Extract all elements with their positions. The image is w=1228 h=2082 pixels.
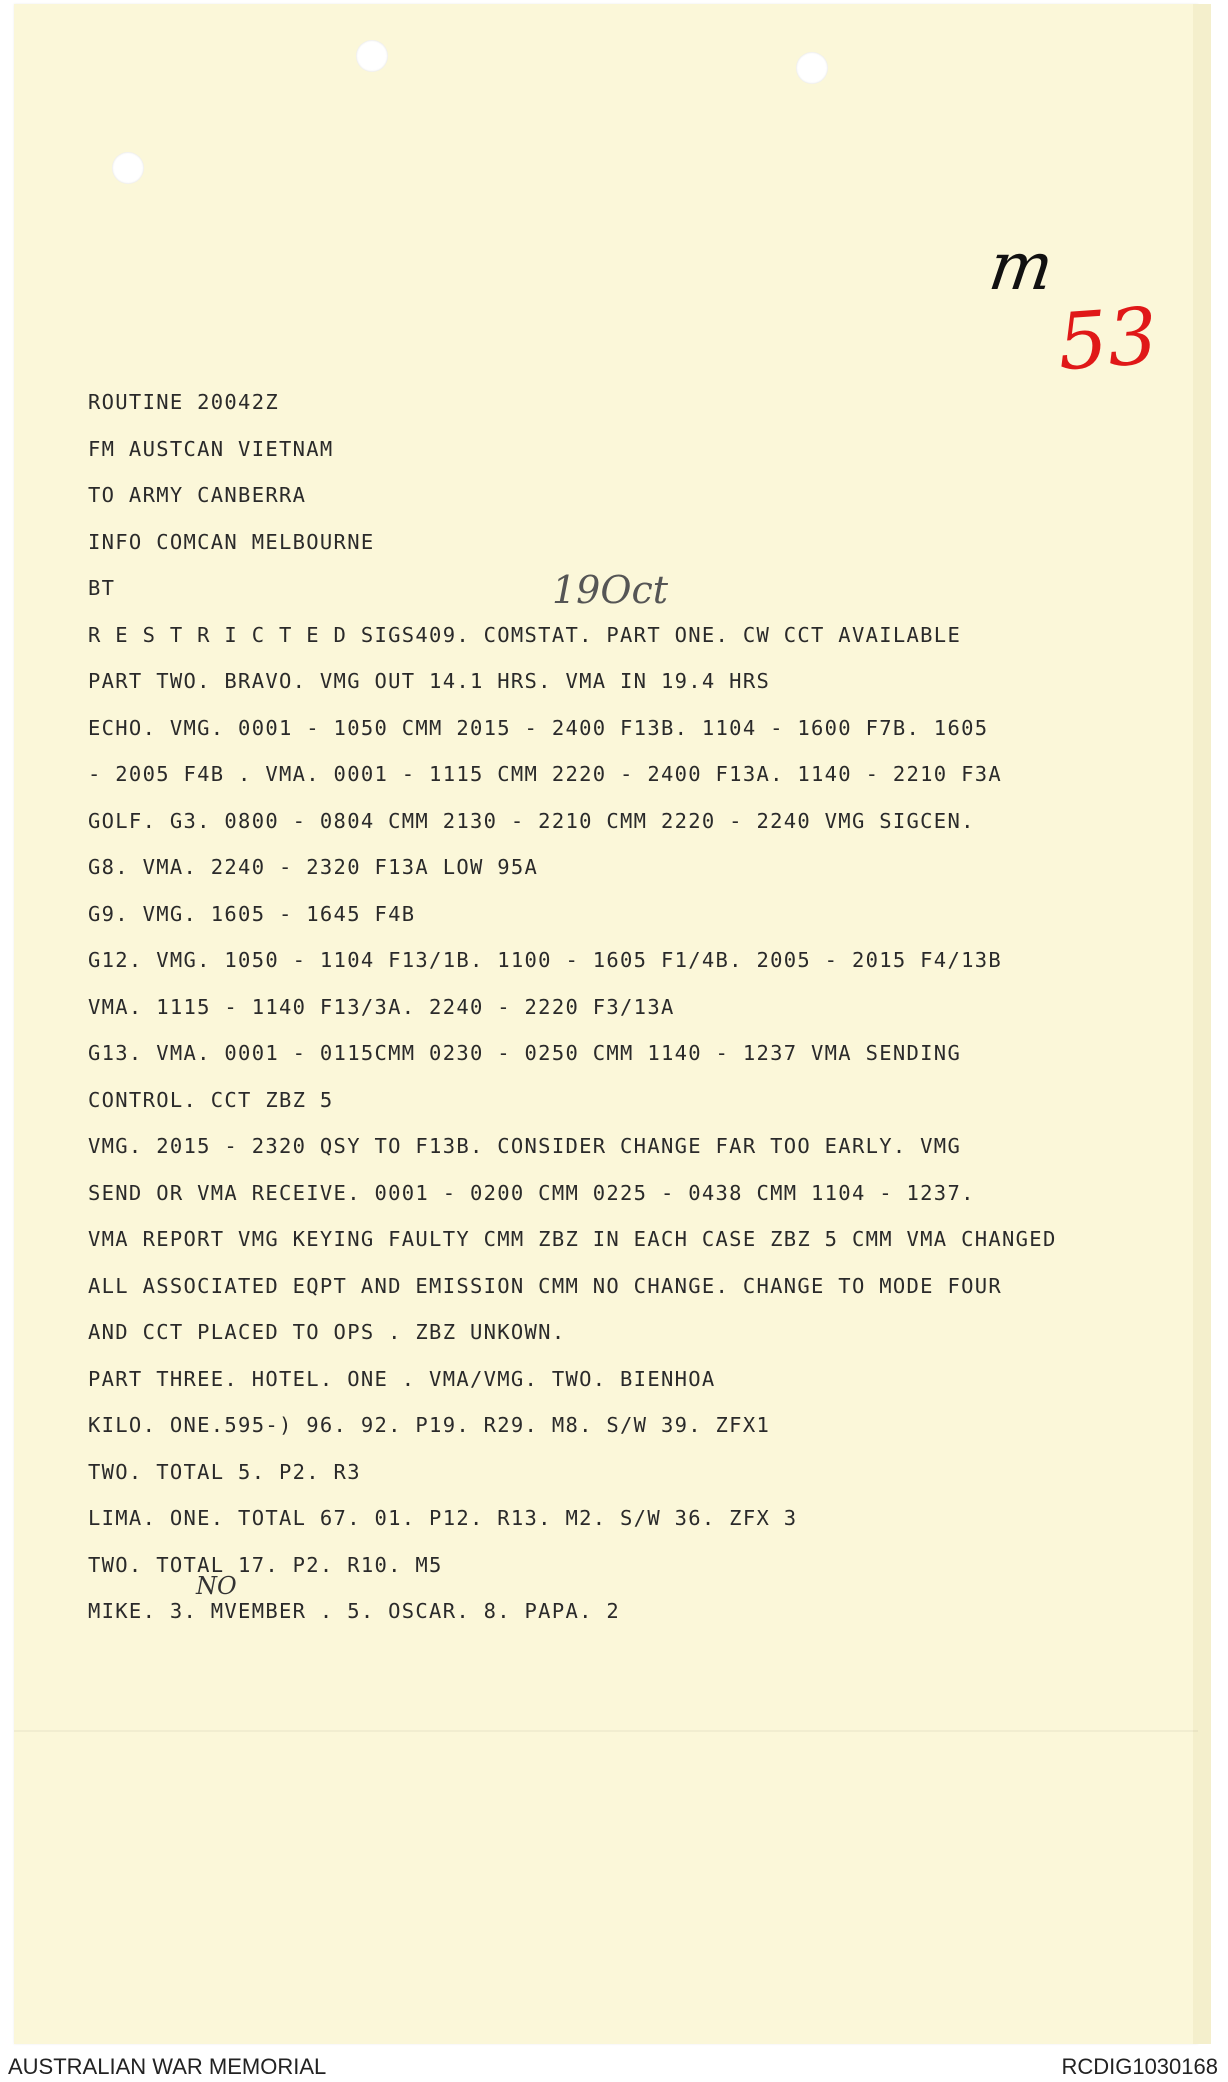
message-line: AND CCT PLACED TO OPS . ZBZ UNKOWN. xyxy=(88,1320,566,1344)
handwritten-date: 19Oct xyxy=(552,568,669,612)
handwritten-initial: m xyxy=(984,228,1059,305)
footer-reference: RCDIG1030168 xyxy=(1061,2054,1218,2079)
page-edge xyxy=(1193,4,1211,2044)
message-line: TWO. TOTAL 5. P2. R3 xyxy=(88,1459,361,1484)
message-line: VMA REPORT VMG KEYING FAULTY CMM ZBZ IN EACH CASE ZBZ 5 CMM VMA CHANGED xyxy=(88,1227,1057,1251)
message-line: VMA. 1115 - 1140 F13/3A. 2240 - 2220 F3/13A xyxy=(88,994,675,1019)
message-line: FM AUSTCAN VIETNAM xyxy=(88,436,334,461)
message-line: PART THREE. HOTEL. ONE . VMA/VMG. TWO. BIENHOA xyxy=(88,1366,716,1391)
message-line: - 2005 F4B . VMA. 0001 - 1115 CMM 2220 - 2400 F13A. 1140 - 2210 F3A xyxy=(88,762,1003,786)
message-line: INFO COMCAN MELBOURNE xyxy=(88,529,375,554)
message-body xyxy=(88,390,1138,1646)
punch-hole xyxy=(112,152,144,184)
message-line: CONTROL. CCT ZBZ 5 xyxy=(88,1087,334,1112)
message-line: R E S T R I C T E D SIGS409. COMSTAT. PART ONE. CW CCT AVAILABLE xyxy=(88,622,962,647)
message-line: GOLF. G3. 0800 - 0804 CMM 2130 - 2210 CMM 2220 - 2240 VMG SIGCEN. xyxy=(88,808,975,833)
message-line: TO ARMY CANBERRA xyxy=(88,483,307,507)
message-line: G12. VMG. 1050 - 1104 F13/1B. 1100 - 1605 F1/4B. 2005 - 2015 F4/13B xyxy=(88,948,1003,972)
footer-source: AUSTRALIAN WAR MEMORIAL xyxy=(8,2054,327,2079)
handwritten-correction: NO xyxy=(196,1572,237,1600)
message-line: KILO. ONE.595-) 96. 92. P19. R29. M8. S/W 39. ZFX1 xyxy=(88,1413,771,1437)
message-line: ROUTINE 20042Z xyxy=(88,390,279,414)
message-line: G9. VMG. 1605 - 1645 F4B xyxy=(88,901,416,926)
message-line: TWO. TOTAL 17. P2. R10. M5 xyxy=(88,1552,443,1577)
message-line: PART TWO. BRAVO. VMG OUT 14.1 HRS. VMA IN 19.4 HRS xyxy=(88,669,771,693)
message-line: LIMA. ONE. TOTAL 67. 01. P12. R13. M2. S/W 36. ZFX 3 xyxy=(88,1506,798,1530)
fold-line xyxy=(14,1730,1198,1732)
message-line: VMG. 2015 - 2320 QSY TO F13B. CONSIDER CHANGE FAR TOO EARLY. VMG xyxy=(88,1134,962,1158)
punch-hole xyxy=(356,40,388,72)
message-line: SEND OR VMA RECEIVE. 0001 - 0200 CMM 0225 - 0438 CMM 1104 - 1237. xyxy=(88,1180,975,1205)
message-line: MIKE. 3. MVEMBER . 5. OSCAR. 8. PAPA. 2 xyxy=(88,1599,621,1623)
message-line: BT xyxy=(88,576,116,600)
handwritten-folio-number: 53 xyxy=(1054,291,1161,389)
punch-hole xyxy=(796,52,828,84)
message-line: G8. VMA. 2240 - 2320 F13A LOW 95A xyxy=(88,855,539,879)
message-line: ECHO. VMG. 0001 - 1050 CMM 2015 - 2400 F13B. 1104 - 1600 F7B. 1605 xyxy=(88,715,989,740)
message-line: ALL ASSOCIATED EQPT AND EMISSION CMM NO CHANGE. CHANGE TO MODE FOUR xyxy=(88,1273,1003,1298)
message-line: G13. VMA. 0001 - 0115CMM 0230 - 0250 CMM 1140 - 1237 VMA SENDING xyxy=(88,1041,962,1065)
